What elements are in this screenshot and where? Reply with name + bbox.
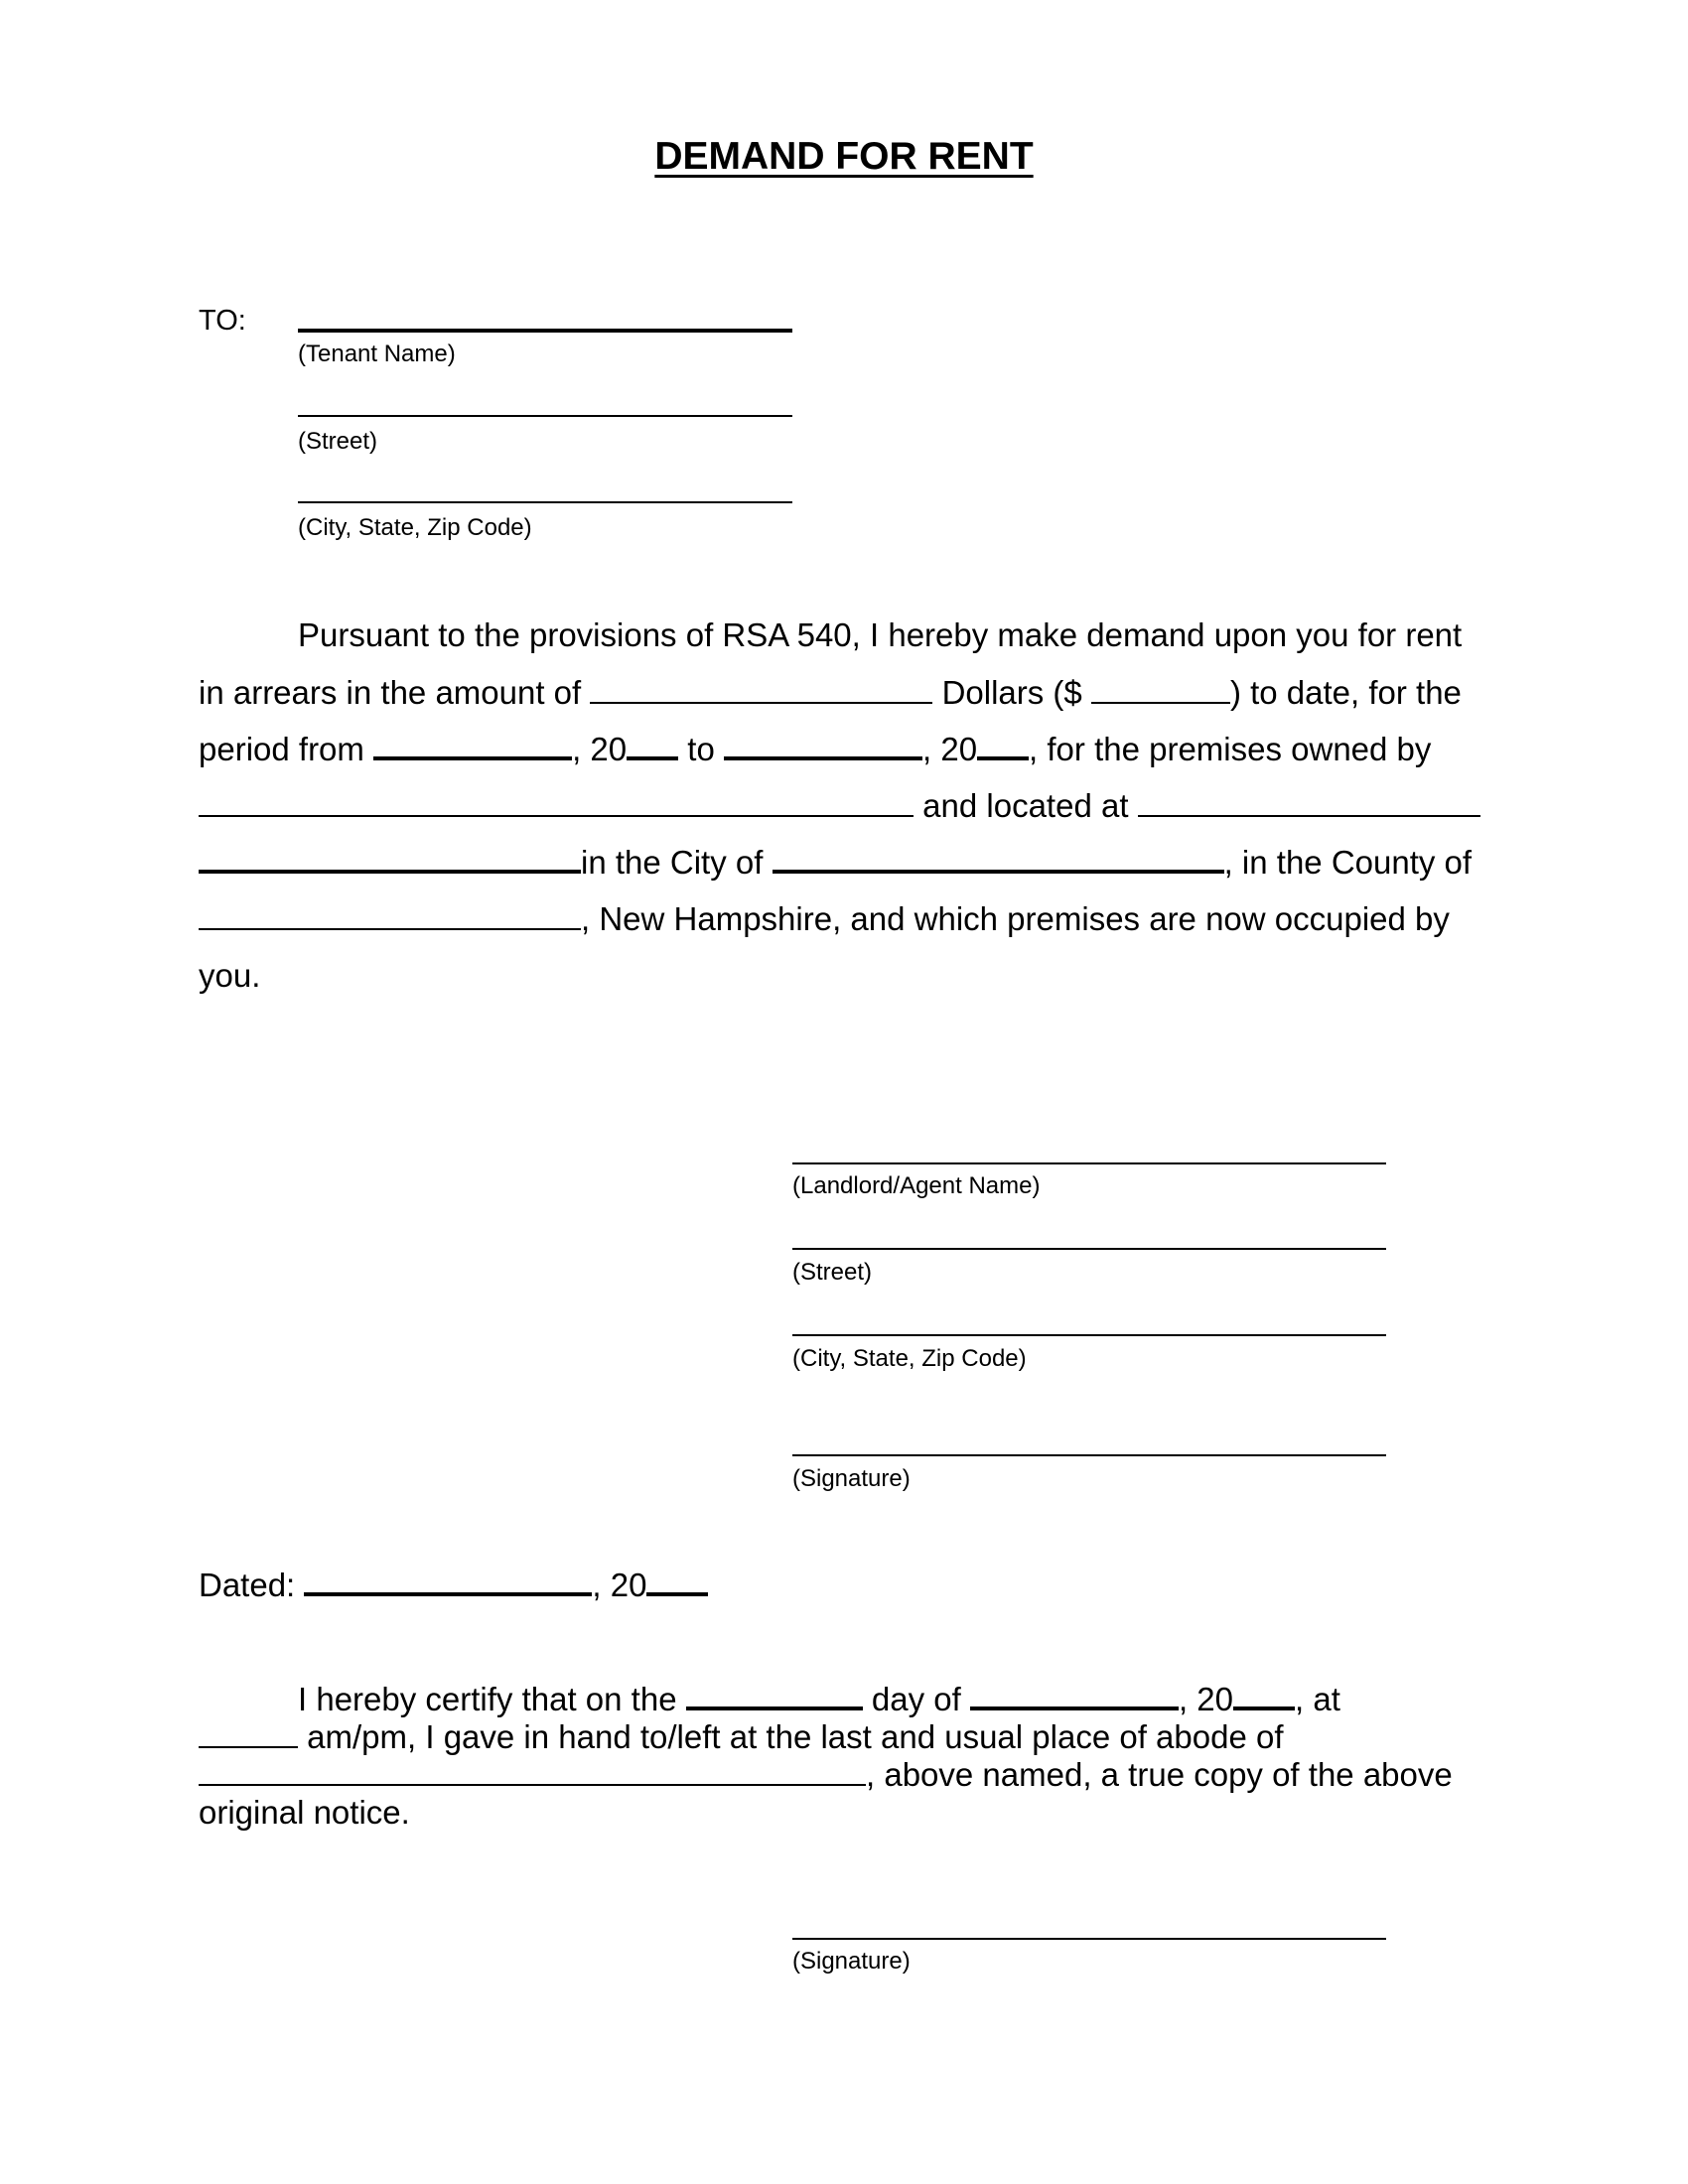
paragraph-line-7: you. [199,957,261,994]
period-from-year-field[interactable] [627,731,678,760]
landlord-signature-label: (Signature) [792,1465,911,1492]
certification-text: , above named, a true copy of the above [866,1756,1453,1793]
period-to-date-field[interactable] [724,731,922,760]
paragraph-text: to [687,731,715,767]
paragraph-text: Dollars ($ [941,674,1082,711]
premises-address-field-2[interactable] [199,844,581,874]
tenant-city-field[interactable] [298,501,792,503]
certify-signature-label: (Signature) [792,1948,911,1975]
paragraph-text: , New Hampshire, and which premises are now occupied by [581,900,1450,937]
rent-amount-number-field[interactable] [1091,676,1230,704]
city-field[interactable] [773,844,1224,874]
landlord-street-label: (Street) [792,1259,873,1286]
paragraph-line-1 [298,616,1462,654]
certification-line-2 [199,1718,1284,1756]
certify-recipient-field[interactable] [199,1758,866,1786]
county-field[interactable] [199,902,581,930]
tenant-street-field[interactable] [298,415,792,417]
paragraph-line-2 [199,674,1462,712]
certify-year-field[interactable] [1233,1681,1295,1710]
dated-year-field[interactable] [646,1567,708,1596]
certification-text: am/pm, I gave in hand to/left at the last and usual place of abode of [307,1718,1284,1755]
certification-line-4: original notice. [199,1794,410,1831]
paragraph-line-3 [199,731,1431,768]
landlord-name-label: (Landlord/Agent Name) [792,1172,1041,1199]
certification-text: , 20 [1178,1681,1234,1717]
paragraph-line-5 [199,844,1472,882]
certification-text: day of [871,1681,961,1717]
paragraph-text: in the City of [581,844,764,881]
landlord-city-field[interactable] [792,1334,1386,1336]
paragraph-text: period from [199,731,364,767]
certification-line-3 [199,1756,1453,1794]
paragraph-text: Pursuant to the provisions of RSA 540, I hereby make demand upon you for rent [298,616,1463,653]
certify-month-field[interactable] [970,1681,1179,1710]
dated-date-field[interactable] [304,1567,592,1596]
landlord-city-label: (City, State, Zip Code) [792,1345,1027,1372]
tenant-name-label: (Tenant Name) [298,341,456,367]
rent-amount-words-field[interactable] [590,676,932,704]
dated-label: Dated: [199,1567,296,1603]
paragraph-text: and located at [922,787,1129,824]
page-title: DEMAND FOR RENT [654,135,1034,178]
landlord-signature-field[interactable] [792,1454,1386,1456]
paragraph-text: in arrears in the amount of [199,674,582,711]
tenant-street-label: (Street) [298,428,378,455]
premises-address-field-1[interactable] [1138,789,1480,817]
certification-text: I hereby certify that on the [298,1681,677,1717]
certify-day-field[interactable] [686,1681,863,1710]
certify-signature-field[interactable] [792,1938,1386,1940]
landlord-name-field[interactable] [792,1162,1386,1164]
to-label: TO: [199,305,246,337]
landlord-street-field[interactable] [792,1248,1386,1250]
paragraph-text: ) to date, for the [1229,674,1462,711]
paragraph-text: , 20 [572,731,628,767]
certification-text: , at [1295,1681,1340,1717]
paragraph-text: , for the premises owned by [1029,731,1432,767]
paragraph-line-6 [199,900,1450,938]
period-to-year-field[interactable] [977,731,1029,760]
tenant-city-label: (City, State, Zip Code) [298,514,532,541]
paragraph-text: , 20 [922,731,978,767]
owner-name-field[interactable] [199,789,914,817]
certification-line-1 [298,1681,1340,1718]
dated-line [199,1567,708,1604]
dated-year-prefix: , 20 [592,1567,647,1603]
tenant-name-field[interactable] [298,329,792,333]
period-from-date-field[interactable] [373,731,572,760]
paragraph-text: , in the County of [1223,844,1473,881]
paragraph-line-4 [199,787,1480,825]
certify-time-field[interactable] [199,1720,298,1748]
